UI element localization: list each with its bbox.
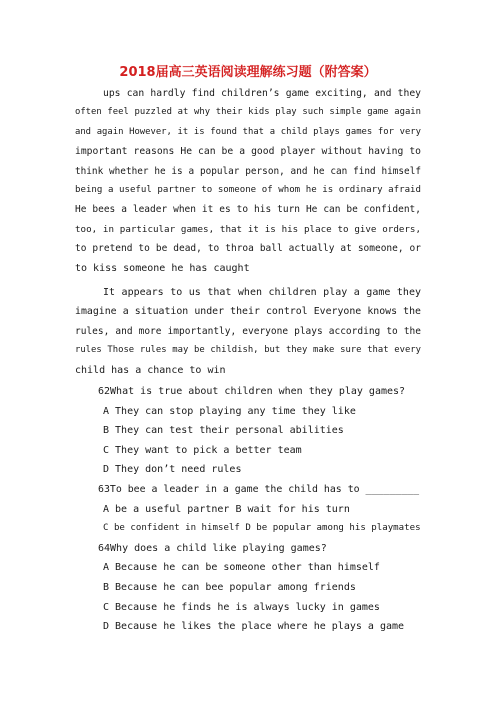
- paragraph-line: rules Those rules may be childish, but they make sure that every: [75, 345, 421, 356]
- answer-option: A Because he can be someone other than himself: [103, 562, 380, 574]
- paragraph-line: too, in particular games, that it is his place to give orders,: [75, 223, 421, 235]
- paragraph-line: He bees a leader when it es to his turn He can be confident,: [75, 204, 421, 216]
- answer-option: D They don’t need rules: [103, 464, 242, 476]
- answer-option: A be a useful partner B wait for his turn: [103, 503, 350, 515]
- paragraph-line: imagine a situation under their control Everyone knows the: [75, 306, 421, 318]
- answer-option: D Because he likes the place where he plays a game: [103, 621, 405, 633]
- paragraph-line: to kiss someone he has caught: [75, 262, 250, 274]
- answer-option: C Because he finds he is always lucky in games: [103, 601, 380, 613]
- paragraph-line: rules, and more importantly, everyone plays according to the: [75, 325, 421, 337]
- question-stem: 63To bee a leader in a game the child has to _________: [98, 483, 420, 495]
- answer-option: A They can stop playing any time they like: [103, 405, 356, 417]
- answer-option: B Because he can bee popular among friends: [103, 581, 356, 593]
- paragraph-line: ups can hardly find children’s game exciting, and they: [103, 88, 421, 99]
- paragraph-line: important reasons He can be a good player without having to: [75, 146, 421, 158]
- paragraph-line: and again However, it is found that a child plays games for very: [75, 126, 421, 137]
- paragraph-line: think whether he is a popular person, and he can find himself: [75, 165, 421, 177]
- question-list: [75, 382, 421, 637]
- paragraph-line: often feel puzzled at why their kids play such simple game again: [75, 107, 421, 118]
- paragraph-line: It appears to us that when children play a game they: [103, 287, 421, 298]
- paragraph-line: being a useful partner to someone of whom he is ordinary afraid: [75, 185, 421, 196]
- page-title: 2018届高三英语阅读理解练习题（附答案）: [119, 65, 377, 80]
- paragraph-1: [75, 84, 421, 278]
- answer-option: C be confident in himself D be popular among his playmates: [103, 523, 421, 534]
- paragraph-line: to pretend to be dead, to throa ball actually at someone, or: [75, 243, 421, 255]
- answer-option: C They want to pick a better team: [103, 444, 302, 456]
- question-stem: 64Why does a child like playing games?: [98, 542, 327, 554]
- answer-option: B They can test their personal abilities: [103, 425, 344, 437]
- question-stem: 62What is true about children when they play games?: [98, 386, 406, 397]
- paragraph-line: child has a chance to win: [75, 364, 226, 376]
- paragraph-2: [75, 283, 421, 380]
